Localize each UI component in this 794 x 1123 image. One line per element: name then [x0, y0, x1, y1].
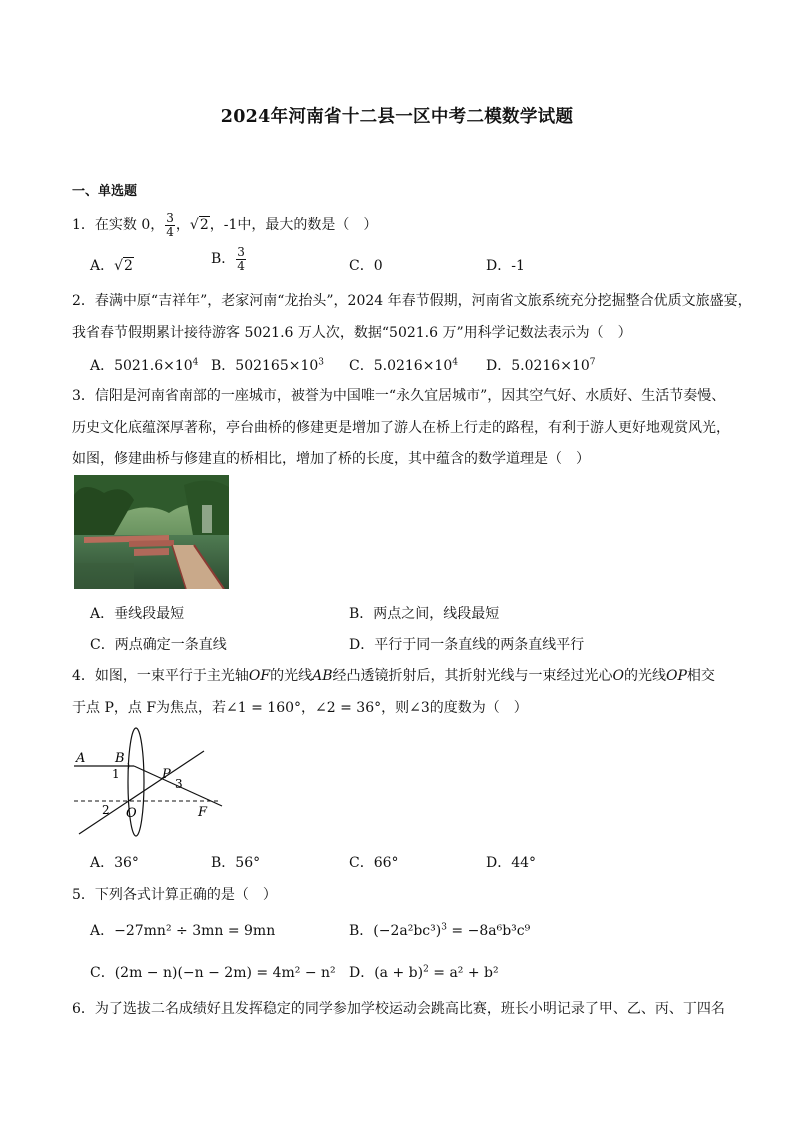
- question-2-line-2: 我省春节假期累计接待游客 5021.6 万人次，数据“5021.6 万”用科学记数法表示为（ ）: [72, 325, 632, 341]
- page-title: 2024年河南省十二县一区中考二模数学试题: [220, 107, 574, 127]
- bridge-photo: [74, 475, 229, 589]
- question-3-line-3: 如图，修建曲桥与修建直的桥相比，增加了桥的长度，其中蕴含的数学道理是（ ）: [72, 451, 590, 467]
- q3-option-c: C．两点确定一条直线: [90, 637, 227, 653]
- q5-option-a: A．−27mn² ÷ 3mn = 9mn: [90, 923, 276, 939]
- question-3-line-2: 历史文化底蕴深厚著称，亭台曲桥的修建更是增加了游人在桥上行走的路程，有利于游人更好地观赏风光，: [72, 420, 730, 436]
- q4-option-a: A．36°: [90, 855, 139, 871]
- question-5-stem: 5．下列各式计算正确的是（ ）: [72, 887, 277, 903]
- label-2: 2: [102, 803, 110, 817]
- label-3: 3: [175, 777, 183, 791]
- question-3-line-1: 3．信阳是河南省南部的一座城市，被誉为中国唯一“永久宜居城市”，因其空气好、水质好、生活节奏慢、: [72, 388, 726, 404]
- q1-option-b: B． $\frac{3}{4}$: [211, 245, 245, 273]
- label-A: A: [76, 751, 86, 766]
- label-1: 1: [112, 767, 120, 781]
- question-2-line-1: 2．春满中原“吉祥年”，老家河南“龙抬头”，2024 年春节假期，河南省文旅系统充分挖掘整合优质文旅盛宴，: [72, 293, 752, 309]
- label-P: P: [162, 767, 171, 782]
- q5-option-c: C．(2m − n)(−n − 2m) = 4m² − n²: [90, 965, 336, 981]
- q5-option-d: D．$(a + b)^2 = a^2 + b^2$: [349, 964, 499, 981]
- q2-option-a: A．$5021.6\times 10^4$: [90, 357, 199, 374]
- q4-option-c: C．66°: [349, 855, 399, 871]
- q3-option-d: D．平行于同一条直线的两条直线平行: [349, 637, 585, 653]
- label-F: F: [198, 805, 208, 820]
- q2-option-c: C．$5.0216\times 10^4$: [349, 357, 458, 374]
- q2-option-b: B．$502165\times 10^3$: [211, 357, 325, 374]
- section-heading: 一、单选题: [72, 184, 138, 199]
- label-B: B: [115, 751, 125, 766]
- question-4-line-2: 于点 P，点 F为焦点，若∠1 = 160°，∠2 = 36°，则∠3的度数为（ ）: [72, 700, 528, 716]
- lens-diagram: [74, 722, 224, 840]
- q3-option-b: B．两点之间，线段最短: [349, 606, 500, 622]
- fraction: $\frac{3}{4}$: [166, 211, 174, 239]
- q3-option-a: A．垂线段最短: [90, 606, 185, 622]
- question-4-line-1: 4．如图，一束平行于主光轴OF的光线AB经凸透镜折射后，其折射光线与一束经过光心O的光线OP相交: [72, 668, 715, 684]
- q1-option-c: C．0: [349, 258, 383, 274]
- q1-option-d: D．-1: [486, 258, 525, 274]
- q4-option-d: D．44°: [486, 855, 537, 871]
- q1-option-a: A．√2: [90, 258, 133, 274]
- label-O: O: [126, 806, 137, 821]
- question-6-line-1: 6．为了选拔二名成绩好且发挥稳定的同学参加学校运动会跳高比赛，班长小明记录了甲、乙、丙、丁四名: [72, 1001, 725, 1017]
- question-1-stem: 1．在实数 0， $\frac{3}{4}$ ，√2，-1中，最大的数是（ ）: [72, 211, 378, 239]
- sqrt-expression: √2: [189, 217, 209, 234]
- q4-option-b: B．56°: [211, 855, 261, 871]
- q5-option-b: B．$(-2a^2bc^3)^3 = -8a^6b^3c^9$: [349, 922, 531, 939]
- q2-option-d: D．$5.0216\times 10^7$: [486, 357, 596, 374]
